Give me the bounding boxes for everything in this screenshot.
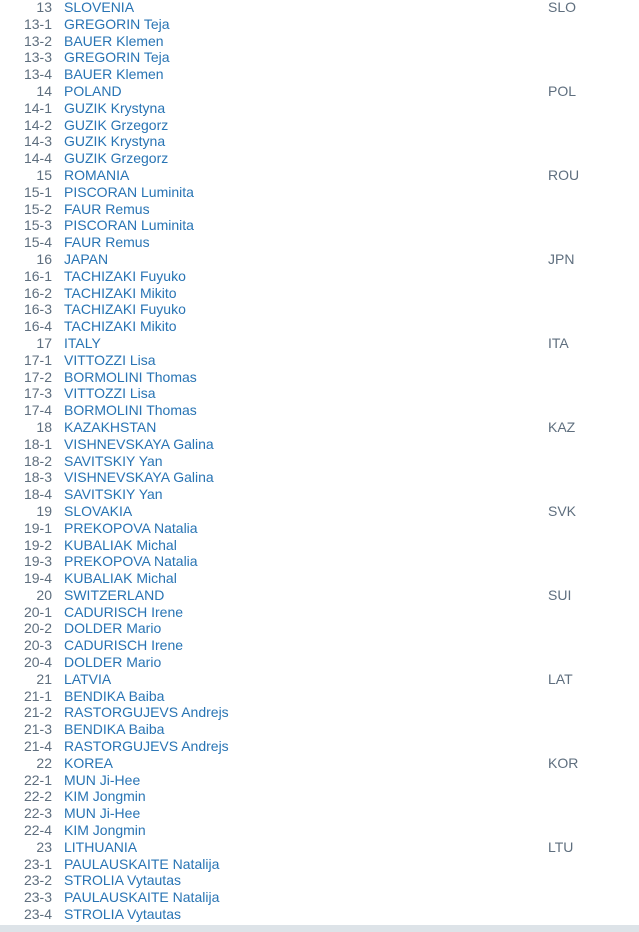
leg-number: 22-1 xyxy=(23,771,52,788)
leg-number: 13-1 xyxy=(23,15,52,32)
nation-code: POL xyxy=(548,82,577,99)
nation-code: KAZ xyxy=(548,418,576,435)
athlete-name-link[interactable]: TACHIZAKI Mikito xyxy=(64,318,177,335)
athlete-row xyxy=(0,385,639,402)
athlete-row xyxy=(0,469,639,486)
leg-number: 22-3 xyxy=(23,805,52,822)
athlete-name-link[interactable]: GUZIK Krystyna xyxy=(64,133,166,150)
leg-number: 18-3 xyxy=(23,469,52,486)
leg-number: 13-2 xyxy=(23,32,52,49)
athlete-name-link[interactable]: GUZIK Grzegorz xyxy=(64,116,169,133)
athlete-name-link[interactable]: STROLIA Vytautas xyxy=(64,872,181,889)
team-rank: 13 xyxy=(36,0,52,15)
athlete-row xyxy=(0,49,639,66)
leg-number: 23-3 xyxy=(23,889,52,906)
athlete-name-link[interactable]: KUBALIAK Michal xyxy=(64,570,177,587)
athlete-name-link[interactable]: BORMOLINI Thomas xyxy=(64,368,197,385)
leg-number: 19-4 xyxy=(23,570,52,587)
nation-code: SVK xyxy=(548,502,577,519)
nation-code: JPN xyxy=(548,250,575,267)
team-rank: 19 xyxy=(36,502,52,519)
athlete-name-link[interactable]: SAVITSKIY Yan xyxy=(64,452,163,469)
athlete-row xyxy=(0,604,639,621)
athlete-name-link[interactable]: BENDIKA Baiba xyxy=(64,687,165,704)
athlete-row xyxy=(0,486,639,503)
leg-number: 20-2 xyxy=(23,620,52,637)
leg-number: 23-1 xyxy=(23,855,52,872)
athlete-row xyxy=(0,402,639,419)
athlete-name-link[interactable]: PISCORAN Luminita xyxy=(64,217,194,234)
leg-number: 20-1 xyxy=(23,603,52,620)
team-name-link[interactable]: ITALY xyxy=(64,334,101,351)
athlete-row xyxy=(0,234,639,251)
horizontal-scrollbar[interactable] xyxy=(0,925,639,932)
athlete-name-link[interactable]: PAULAUSKAITE Natalija xyxy=(64,889,220,906)
team-name-link[interactable]: LITHUANIA xyxy=(64,838,138,855)
athlete-row xyxy=(0,788,639,805)
athlete-row xyxy=(0,620,639,637)
athlete-row xyxy=(0,16,639,33)
athlete-row xyxy=(0,721,639,738)
athlete-name-link[interactable]: KIM Jongmin xyxy=(64,822,146,839)
leg-number: 16-2 xyxy=(23,284,52,301)
team-name-link[interactable]: JAPAN xyxy=(64,250,109,267)
team-name-link[interactable]: KOREA xyxy=(64,754,114,771)
leg-number: 14-1 xyxy=(23,99,52,116)
athlete-row xyxy=(0,822,639,839)
athlete-name-link[interactable]: GUZIK Grzegorz xyxy=(64,150,169,167)
athlete-row xyxy=(0,805,639,822)
leg-number: 16-1 xyxy=(23,267,52,284)
athlete-name-link[interactable]: BENDIKA Baiba xyxy=(64,721,165,738)
athlete-name-link[interactable]: VITTOZZI Lisa xyxy=(64,351,156,368)
leg-number: 16-4 xyxy=(23,318,52,335)
athlete-row xyxy=(0,537,639,554)
leg-number: 21-4 xyxy=(23,738,52,755)
athlete-name-link[interactable]: MUN Ji-Hee xyxy=(64,771,141,788)
athlete-row xyxy=(0,704,639,721)
team-name-link[interactable]: ROMANIA xyxy=(64,166,130,183)
athlete-row xyxy=(0,133,639,150)
leg-number: 14-3 xyxy=(23,133,52,150)
leg-number: 18-1 xyxy=(23,435,52,452)
athlete-row xyxy=(0,301,639,318)
team-rank: 16 xyxy=(36,250,52,267)
athlete-row xyxy=(0,66,639,83)
team-name-link[interactable]: POLAND xyxy=(64,82,122,99)
athlete-name-link[interactable]: GUZIK Krystyna xyxy=(64,99,166,116)
athlete-name-link[interactable]: TACHIZAKI Mikito xyxy=(64,284,177,301)
athlete-row xyxy=(0,268,639,285)
athlete-row xyxy=(0,856,639,873)
nation-code: SLO xyxy=(548,0,577,15)
athlete-name-link[interactable]: VITTOZZI Lisa xyxy=(64,385,156,402)
team-row xyxy=(0,335,639,352)
athlete-row xyxy=(0,772,639,789)
athlete-row xyxy=(0,369,639,386)
leg-number: 14-2 xyxy=(23,116,52,133)
athlete-row xyxy=(0,889,639,906)
team-rank: 18 xyxy=(36,418,52,435)
leg-number: 15-2 xyxy=(23,200,52,217)
athlete-name-link[interactable]: VISHNEVSKAYA Galina xyxy=(64,435,214,452)
leg-number: 23-2 xyxy=(23,872,52,889)
leg-number: 22-4 xyxy=(23,822,52,839)
athlete-row xyxy=(0,906,639,923)
athlete-name-link[interactable]: STROLIA Vytautas xyxy=(64,906,181,923)
leg-number: 17-3 xyxy=(23,385,52,402)
athlete-row xyxy=(0,738,639,755)
nation-code: ROU xyxy=(548,166,580,183)
team-row xyxy=(0,83,639,100)
athlete-name-link[interactable]: CADURISCH Irene xyxy=(64,637,184,654)
athlete-name-link[interactable]: DOLDER Mario xyxy=(64,654,162,671)
team-rank: 15 xyxy=(36,166,52,183)
team-row xyxy=(0,671,639,688)
athlete-row xyxy=(0,654,639,671)
athlete-name-link[interactable]: SAVITSKIY Yan xyxy=(64,486,163,503)
athlete-name-link[interactable]: MUN Ji-Hee xyxy=(64,805,141,822)
athlete-name-link[interactable]: BAUER Klemen xyxy=(64,66,164,83)
leg-number: 19-2 xyxy=(23,536,52,553)
leg-number: 19-3 xyxy=(23,553,52,570)
athlete-name-link[interactable]: FAUR Remus xyxy=(64,200,150,217)
athlete-row xyxy=(0,570,639,587)
athlete-name-link[interactable]: PISCORAN Luminita xyxy=(64,183,194,200)
athlete-row xyxy=(0,637,639,654)
athlete-row xyxy=(0,318,639,335)
athlete-name-link[interactable]: KUBALIAK Michal xyxy=(64,536,177,553)
athlete-row xyxy=(0,352,639,369)
athlete-row xyxy=(0,150,639,167)
athlete-name-link[interactable]: FAUR Remus xyxy=(64,234,150,251)
leg-number: 13-4 xyxy=(23,66,52,83)
athlete-name-link[interactable]: DOLDER Mario xyxy=(64,620,162,637)
leg-number: 20-3 xyxy=(23,637,52,654)
athlete-name-link[interactable]: GREGORIN Teja xyxy=(64,15,170,32)
athlete-name-link[interactable]: PAULAUSKAITE Natalija xyxy=(64,855,220,872)
leg-number: 21-2 xyxy=(23,704,52,721)
leg-number: 15-3 xyxy=(23,217,52,234)
team-rank: 17 xyxy=(36,334,52,351)
athlete-row xyxy=(0,872,639,889)
leg-number: 17-4 xyxy=(23,402,52,419)
leg-number: 15-4 xyxy=(23,234,52,251)
team-row xyxy=(0,503,639,520)
team-rank: 22 xyxy=(36,754,52,771)
team-rank: 20 xyxy=(36,586,52,603)
athlete-name-link[interactable]: TACHIZAKI Fuyuko xyxy=(64,267,186,284)
team-row xyxy=(0,587,639,604)
leg-number: 21-1 xyxy=(23,687,52,704)
team-row xyxy=(0,755,639,772)
athlete-name-link[interactable]: KIM Jongmin xyxy=(64,788,146,805)
leg-number: 18-4 xyxy=(23,486,52,503)
team-rank: 23 xyxy=(36,838,52,855)
leg-number: 14-4 xyxy=(23,150,52,167)
athlete-row xyxy=(0,117,639,134)
team-name-link[interactable]: LATVIA xyxy=(64,670,112,687)
athlete-name-link[interactable]: VISHNEVSKAYA Galina xyxy=(64,469,214,486)
athlete-row xyxy=(0,100,639,117)
leg-number: 20-4 xyxy=(23,654,52,671)
leg-number: 18-2 xyxy=(23,452,52,469)
athlete-row xyxy=(0,520,639,537)
leg-number: 19-1 xyxy=(23,519,52,536)
leg-number: 17-1 xyxy=(23,351,52,368)
athlete-row xyxy=(0,453,639,470)
athlete-name-link[interactable]: GREGORIN Teja xyxy=(64,49,170,66)
leg-number: 13-3 xyxy=(23,49,52,66)
leg-number: 16-3 xyxy=(23,301,52,318)
athlete-name-link[interactable]: RASTORGUJEVS Andrejs xyxy=(64,738,229,755)
nation-code: KOR xyxy=(548,754,579,771)
athlete-row xyxy=(0,436,639,453)
team-row xyxy=(0,0,639,16)
athlete-name-link[interactable]: PREKOPOVA Natalia xyxy=(64,553,198,570)
team-rank: 14 xyxy=(36,82,52,99)
team-name-link[interactable]: SLOVENIA xyxy=(64,0,135,15)
athlete-row xyxy=(0,201,639,218)
leg-number: 21-3 xyxy=(23,721,52,738)
leg-number: 22-2 xyxy=(23,788,52,805)
athlete-name-link[interactable]: BAUER Klemen xyxy=(64,32,164,49)
team-name-link[interactable]: SWITZERLAND xyxy=(64,586,165,603)
athlete-name-link[interactable]: RASTORGUJEVS Andrejs xyxy=(64,704,229,721)
leg-number: 23-4 xyxy=(23,906,52,923)
team-row xyxy=(0,419,639,436)
athlete-row xyxy=(0,688,639,705)
nation-code: SUI xyxy=(548,586,572,603)
athlete-row xyxy=(0,33,639,50)
team-row xyxy=(0,251,639,268)
athlete-name-link[interactable]: PREKOPOVA Natalia xyxy=(64,519,198,536)
athlete-name-link[interactable]: CADURISCH Irene xyxy=(64,603,184,620)
nation-code: LTU xyxy=(548,838,574,855)
athlete-row xyxy=(0,553,639,570)
athlete-name-link[interactable]: BORMOLINI Thomas xyxy=(64,402,197,419)
team-name-link[interactable]: KAZAKHSTAN xyxy=(64,418,157,435)
team-row xyxy=(0,839,639,856)
nation-code: LAT xyxy=(548,670,573,687)
nation-code: ITA xyxy=(548,334,569,351)
team-name-link[interactable]: SLOVAKIA xyxy=(64,502,133,519)
athlete-row xyxy=(0,217,639,234)
athlete-row xyxy=(0,285,639,302)
leg-number: 17-2 xyxy=(23,368,52,385)
team-row xyxy=(0,167,639,184)
athlete-row xyxy=(0,184,639,201)
team-rank: 21 xyxy=(36,670,52,687)
leg-number: 15-1 xyxy=(23,183,52,200)
athlete-name-link[interactable]: TACHIZAKI Fuyuko xyxy=(64,301,186,318)
